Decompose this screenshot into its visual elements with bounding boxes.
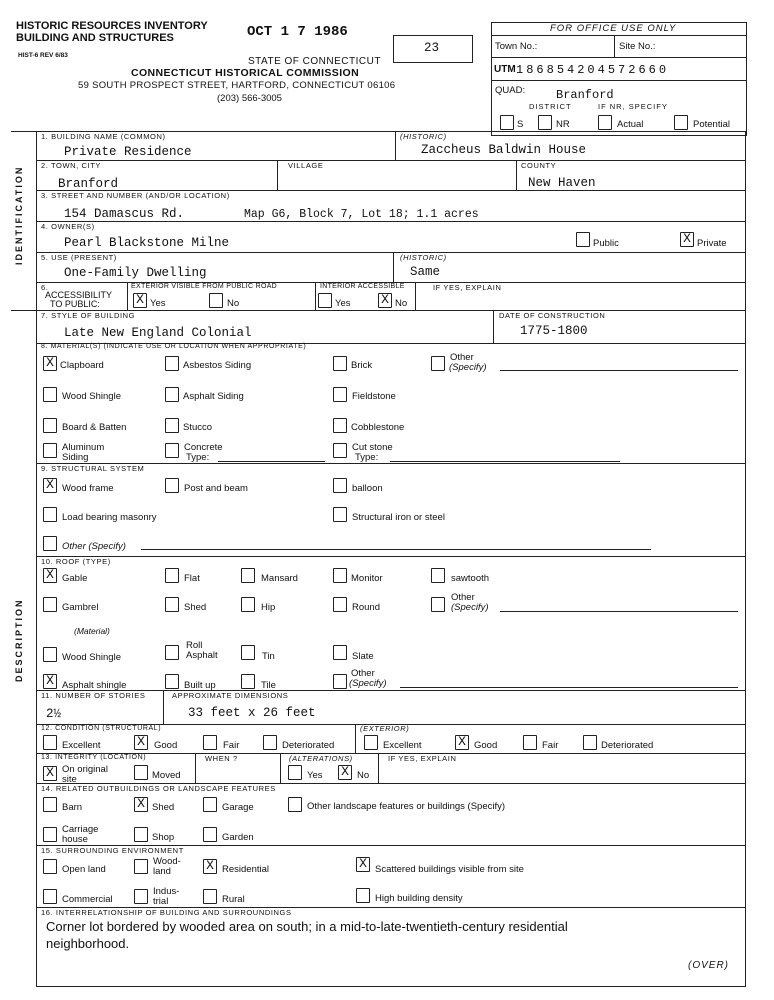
asphalt-shingle-label: Asphalt shingle (62, 680, 127, 691)
scattered-label: Scattered buildings visible from site (375, 864, 524, 875)
woodland-checkbox[interactable] (134, 859, 148, 874)
material-other-checkbox[interactable] (431, 356, 445, 371)
ext-deteriorated-checkbox[interactable] (583, 735, 597, 750)
concrete-type-label: Type: (186, 452, 210, 463)
open-land-checkbox[interactable] (43, 859, 57, 874)
use-label: 5. USE (PRESENT) (41, 253, 117, 262)
utm-digit: 6 (648, 63, 659, 77)
cobblestone-checkbox[interactable] (333, 418, 347, 433)
scattered-checkbox[interactable]: X (356, 857, 370, 872)
date-value[interactable]: 1775-1800 (520, 324, 588, 338)
use-present-value[interactable]: One-Family Dwelling (64, 266, 207, 280)
utm-digit: 4 (567, 63, 578, 77)
garage-checkbox[interactable] (203, 797, 217, 812)
ext-excellent-label: Excellent (383, 740, 422, 751)
ext-good-checkbox[interactable]: X (455, 735, 469, 750)
private-checkbox[interactable]: X (680, 232, 694, 247)
district-s-checkbox[interactable] (500, 115, 514, 130)
landscape-other-checkbox[interactable] (288, 797, 302, 812)
open-land-label: Open land (62, 864, 106, 875)
utm-digit: 1 (516, 63, 527, 77)
county-value[interactable]: New Haven (528, 176, 596, 190)
village-label: VILLAGE (288, 161, 324, 170)
mansard-checkbox[interactable] (241, 568, 255, 583)
asphalt-siding-label: Asphalt Siding (183, 391, 244, 402)
barn-checkbox[interactable] (43, 797, 57, 812)
round-label: Round (352, 602, 380, 613)
gambrel-checkbox[interactable] (43, 597, 57, 612)
utm-digit: 4 (597, 63, 608, 77)
moved-label: Moved (152, 770, 181, 781)
fieldstone-label: Fieldstone (352, 391, 396, 402)
utm-digit: 2 (577, 63, 588, 77)
garden-label: Garden (222, 832, 254, 843)
garage-label: Garage (222, 802, 254, 813)
interrelationship-line-1[interactable]: Corner lot bordered by wooded area on south; in a mid-to-late-twentieth-century residential (46, 919, 568, 934)
cutstone-label: Cut stone (352, 442, 393, 453)
roll-asphalt-label-2: Asphalt (186, 650, 218, 661)
tin-checkbox[interactable] (241, 645, 255, 660)
barn-label: Barn (62, 802, 83, 813)
struct-fair-checkbox[interactable] (203, 735, 217, 750)
accessibility-label-2: TO PUBLIC: (50, 299, 100, 309)
concrete-checkbox[interactable] (165, 443, 179, 458)
identification-side-label: IDENTIFICATION (14, 165, 24, 265)
cobblestone-label: Cobblestone (351, 422, 405, 433)
condition-exterior-label: (EXTERIOR) (360, 724, 410, 733)
historic-name-label: (HISTORIC) (400, 132, 447, 141)
when-label: WHEN ? (205, 754, 238, 763)
condition-label: 12. CONDITION (STRUCTURAL) (41, 725, 162, 732)
interior-yes-checkbox[interactable] (318, 293, 332, 308)
exterior-yes-checkbox[interactable]: X (133, 293, 147, 308)
utm-digit: 8 (526, 63, 537, 77)
nr-potential-checkbox[interactable] (674, 115, 688, 130)
asphalt-siding-checkbox[interactable] (165, 387, 179, 402)
inventory-number: 23 (424, 41, 440, 55)
cutstone-checkbox[interactable] (333, 443, 347, 458)
utm-digits (516, 63, 669, 77)
post-beam-label: Post and beam (184, 483, 248, 494)
state-line: STATE OF CONNECTICUT (248, 56, 381, 67)
load-bearing-label: Load bearing masonry (62, 512, 157, 523)
wood-shingle-checkbox[interactable] (43, 387, 57, 402)
form-title-line2: BUILDING AND STRUCTURES (16, 32, 174, 44)
owner-label: 4. OWNER(S) (41, 222, 95, 231)
roof-wood-shingle-label: Wood Shingle (62, 652, 121, 663)
clapboard-checkbox[interactable]: X (43, 356, 57, 371)
quad-value: Branford (556, 88, 614, 102)
nr-specify-label: IF NR, SPECIFY (598, 102, 668, 111)
gable-label: Gable (62, 573, 88, 584)
original-site-label-2: site (62, 774, 77, 785)
structural-other-checkbox[interactable] (43, 536, 57, 551)
inventory-number-box (393, 35, 473, 63)
integrity-ifyes-label: IF YES, EXPLAIN (388, 754, 457, 763)
board-batten-label: Board & Batten (62, 422, 127, 433)
industrial-checkbox[interactable] (134, 889, 148, 904)
residential-label: Residential (222, 864, 269, 875)
shed-label: Shed (152, 802, 175, 813)
original-site-label-1: On original (62, 764, 108, 775)
struct-excellent-checkbox[interactable] (43, 735, 57, 750)
street-label: 3. STREET AND NUMBER (AND/OR LOCATION) (41, 191, 230, 200)
carriage-house-checkbox[interactable] (43, 827, 57, 842)
garden-checkbox[interactable] (203, 827, 217, 842)
woodland-label-1: Wood- (153, 856, 181, 867)
brick-checkbox[interactable] (333, 356, 347, 371)
shed-checkbox[interactable]: X (134, 797, 148, 812)
gable-checkbox[interactable]: X (43, 568, 57, 583)
building-name-label: 1. BUILDING NAME (COMMON) (41, 132, 166, 141)
roof-material-other-specify: (Specify) (349, 678, 387, 689)
hip-label: Hip (261, 602, 276, 613)
exterior-yes-label: Yes (150, 298, 166, 309)
carriage-house-label-1: Carriage (62, 824, 99, 835)
roll-asphalt-label-1: Roll (186, 640, 203, 651)
tin-label: Tin (262, 651, 275, 662)
form-number: HIST-6 REV 6/83 (18, 52, 68, 59)
interrelationship-line-2[interactable]: neighborhood. (46, 936, 130, 951)
original-site-checkbox[interactable]: X (43, 766, 57, 781)
site-no-label: Site No.: (619, 41, 656, 52)
office-use-title: FOR OFFICE USE ONLY (550, 23, 677, 34)
town-no-label: Town No.: (495, 41, 538, 52)
roof-other-checkbox[interactable] (431, 597, 445, 612)
flat-label: Flat (184, 573, 200, 584)
struct-deteriorated-checkbox[interactable] (263, 735, 277, 750)
roof-material-other-label: Other (351, 668, 375, 679)
rural-label: Rural (222, 894, 245, 905)
mansard-label: Mansard (261, 573, 298, 584)
clapboard-label: Clapboard (60, 360, 104, 371)
tile-label: Tile (261, 680, 276, 691)
board-batten-checkbox[interactable] (43, 418, 57, 433)
structural-steel-label: Structural iron or steel (352, 512, 445, 523)
monitor-checkbox[interactable] (333, 568, 347, 583)
high-density-checkbox[interactable] (356, 888, 370, 903)
owner-value[interactable]: Pearl Blackstone Milne (64, 236, 230, 250)
ext-deteriorated-label: Deteriorated (601, 740, 654, 751)
accessibility-label-1: ACCESSIBILITY (45, 290, 113, 300)
utm-digit: 2 (628, 63, 639, 77)
style-value[interactable]: Late New England Colonial (64, 326, 252, 340)
date-stamp: OCT 1 7 1986 (247, 24, 348, 40)
utm-digit: 6 (536, 63, 547, 77)
struct-good-checkbox[interactable]: X (134, 735, 148, 750)
materials-label: 8. MATERIAL(S) (INDICATE USE OR LOCATION WHEN APPROPRIATE) (41, 343, 307, 350)
district-s-label: S (517, 119, 524, 130)
public-checkbox[interactable] (576, 232, 590, 247)
woodland-label-2: land (153, 866, 171, 877)
interior-no-checkbox[interactable]: X (378, 293, 392, 308)
dimensions-label: APPROXIMATE DIMENSIONS (172, 691, 289, 700)
roof-other-specify: (Specify) (451, 602, 489, 613)
roof-material-other-checkbox[interactable] (333, 674, 347, 689)
common-name[interactable]: Private Residence (64, 145, 192, 159)
rural-checkbox[interactable] (203, 889, 217, 904)
stories-value[interactable]: 2½ (46, 707, 62, 721)
stories-label: 11. NUMBER OF STORIES (41, 691, 146, 700)
district-nr-label: NR (556, 119, 570, 130)
environment-label: 15. SURROUNDING ENVIRONMENT (41, 846, 184, 855)
utm-label: UTM (494, 64, 516, 75)
roof-shed-label: Shed (184, 602, 207, 613)
shop-label: Shop (152, 832, 175, 843)
commission-address: 59 SOUTH PROSPECT STREET, HARTFORD, CONNECTICUT 06106 (78, 80, 396, 91)
town-value[interactable]: Branford (58, 177, 119, 191)
historic-name[interactable]: Zaccheus Baldwin House (421, 143, 587, 157)
struct-deteriorated-label: Deteriorated (282, 740, 335, 751)
balloon-checkbox[interactable] (333, 478, 347, 493)
tile-checkbox[interactable] (241, 674, 255, 689)
alter-no-checkbox[interactable]: X (338, 765, 352, 780)
material-other-specify: (Specify) (449, 362, 487, 373)
utm-digit: 0 (658, 63, 670, 77)
struct-excellent-label: Excellent (62, 740, 101, 751)
exterior-no-checkbox[interactable] (209, 293, 223, 308)
utm-digit: 5 (556, 63, 568, 77)
roof-other-label: Other (451, 592, 475, 603)
public-label: Public (593, 238, 619, 249)
utm-digit: 7 (618, 63, 629, 77)
utm-digit: 0 (587, 63, 598, 77)
district-nr-checkbox[interactable] (538, 115, 552, 130)
flat-checkbox[interactable] (165, 568, 179, 583)
carriage-house-label-2: house (62, 834, 88, 845)
access-ifyes-label: IF YES, EXPLAIN (433, 283, 502, 292)
moved-checkbox[interactable] (134, 765, 148, 780)
utm-digit: 6 (638, 63, 649, 77)
built-up-checkbox[interactable] (165, 674, 179, 689)
sawtooth-label: sawtooth (451, 573, 490, 584)
style-label: 7. STYLE OF BUILDING (41, 311, 136, 320)
asphalt-shingle-checkbox[interactable]: X (43, 674, 57, 689)
accessibility-number: 6. (41, 283, 49, 292)
commission-name: CONNECTICUT HISTORICAL COMMISSION (131, 67, 360, 79)
monitor-label: Monitor (351, 573, 383, 584)
commercial-label: Commercial (62, 894, 113, 905)
asbestos-label: Asbestos Siding (183, 360, 252, 371)
exterior-visible-label: EXTERIOR VISIBLE FROM PUBLIC ROAD (131, 283, 278, 290)
aluminum-checkbox[interactable] (43, 443, 57, 458)
map-value[interactable]: Map G6, Block 7, Lot 18; 1.1 acres (244, 208, 479, 221)
structural-label: 9. STRUCTURAL SYSTEM (41, 464, 145, 473)
town-label: 2. TOWN, CITY (41, 161, 102, 170)
brick-label: Brick (351, 360, 373, 371)
date-construction-label: DATE OF CONSTRUCTION (499, 311, 606, 320)
form-title-line1: HISTORIC RESOURCES INVENTORY (16, 20, 208, 32)
cutstone-type-label: Type: (355, 452, 379, 463)
county-label: COUNTY (521, 161, 557, 170)
use-historic-label: (HISTORIC) (400, 253, 447, 262)
wood-frame-checkbox[interactable]: X (43, 478, 57, 493)
wood-shingle-label: Wood Shingle (62, 391, 121, 402)
load-bearing-checkbox[interactable] (43, 507, 57, 522)
quad-label: QUAD: (495, 85, 526, 96)
ext-excellent-checkbox[interactable] (364, 735, 378, 750)
fieldstone-checkbox[interactable] (333, 387, 347, 402)
integrity-label: 13. INTEGRITY (LOCATION) (41, 754, 147, 761)
round-checkbox[interactable] (333, 597, 347, 612)
interrelationship-label: 16. INTERRELATIONSHIP OF BUILDING AND SURROUNDINGS (41, 908, 292, 917)
structural-other-label: Other (Specify) (62, 541, 126, 552)
interior-no-label: No (395, 298, 408, 309)
description-side-label: DESCRIPTION (14, 598, 24, 682)
stucco-checkbox[interactable] (165, 418, 179, 433)
landscape-other-label: Other landscape features or buildings (Specify) (307, 801, 506, 812)
nr-potential-label: Potential (693, 119, 730, 130)
outbuildings-label: 14. RELATED OUTBUILDINGS OR LANDSCAPE FEATURES (41, 784, 276, 793)
over-note: (OVER) (688, 960, 729, 971)
slate-label: Slate (352, 651, 374, 662)
slate-checkbox[interactable] (333, 645, 347, 660)
hip-checkbox[interactable] (241, 597, 255, 612)
interior-yes-label: Yes (335, 298, 351, 309)
interior-accessible-label: INTERIOR ACCESSIBLE (320, 283, 405, 290)
roof-label: 10. ROOF (TYPE) (41, 557, 111, 566)
street-value[interactable]: 154 Damascus Rd. (64, 207, 185, 221)
built-up-label: Built up (184, 680, 216, 691)
alter-no-label: No (357, 770, 370, 781)
nr-actual-checkbox[interactable] (598, 115, 612, 130)
alterations-label: (ALTERATIONS) (289, 754, 353, 763)
ext-fair-label: Fair (542, 740, 559, 751)
dimensions-value[interactable]: 33 feet x 26 feet (188, 706, 316, 720)
ext-fair-checkbox[interactable] (523, 735, 537, 750)
struct-good-label: Good (154, 740, 178, 751)
residential-checkbox[interactable]: X (203, 859, 217, 874)
stucco-label: Stucco (183, 422, 213, 433)
roof-wood-shingle-checkbox[interactable] (43, 647, 57, 662)
concrete-label: Concrete (184, 442, 223, 453)
utm-digit: 8 (546, 63, 557, 77)
alter-yes-label: Yes (307, 770, 323, 781)
high-density-label: High building density (375, 893, 463, 904)
structural-steel-checkbox[interactable] (333, 507, 347, 522)
gambrel-label: Gambrel (62, 602, 99, 613)
industrial-label-2: trial (153, 896, 169, 907)
aluminum-label-2: Siding (62, 452, 89, 463)
use-historic-value[interactable]: Same (410, 265, 441, 279)
commission-phone: (203) 566-3005 (217, 93, 282, 104)
wood-frame-label: Wood frame (62, 483, 114, 494)
asbestos-checkbox[interactable] (165, 356, 179, 371)
utm-digit: 5 (607, 63, 619, 77)
sawtooth-checkbox[interactable] (431, 568, 445, 583)
exterior-no-label: No (227, 298, 240, 309)
ext-good-label: Good (474, 740, 498, 751)
district-label: DISTRICT (529, 102, 572, 111)
aluminum-label-1: Aluminum (62, 442, 105, 453)
nr-actual-label: Actual (617, 119, 644, 130)
post-beam-checkbox[interactable] (165, 478, 179, 493)
roof-shed-checkbox[interactable] (165, 597, 179, 612)
material-other-label: Other (450, 352, 474, 363)
alter-yes-checkbox[interactable] (288, 765, 302, 780)
roof-material-label: (Material) (74, 626, 110, 636)
struct-fair-label: Fair (223, 740, 240, 751)
shop-checkbox[interactable] (134, 827, 148, 842)
industrial-label-1: Indus- (153, 886, 180, 897)
private-label: Private (697, 238, 727, 249)
roll-asphalt-checkbox[interactable] (165, 645, 179, 660)
balloon-label: balloon (352, 483, 383, 494)
commercial-checkbox[interactable] (43, 889, 57, 904)
